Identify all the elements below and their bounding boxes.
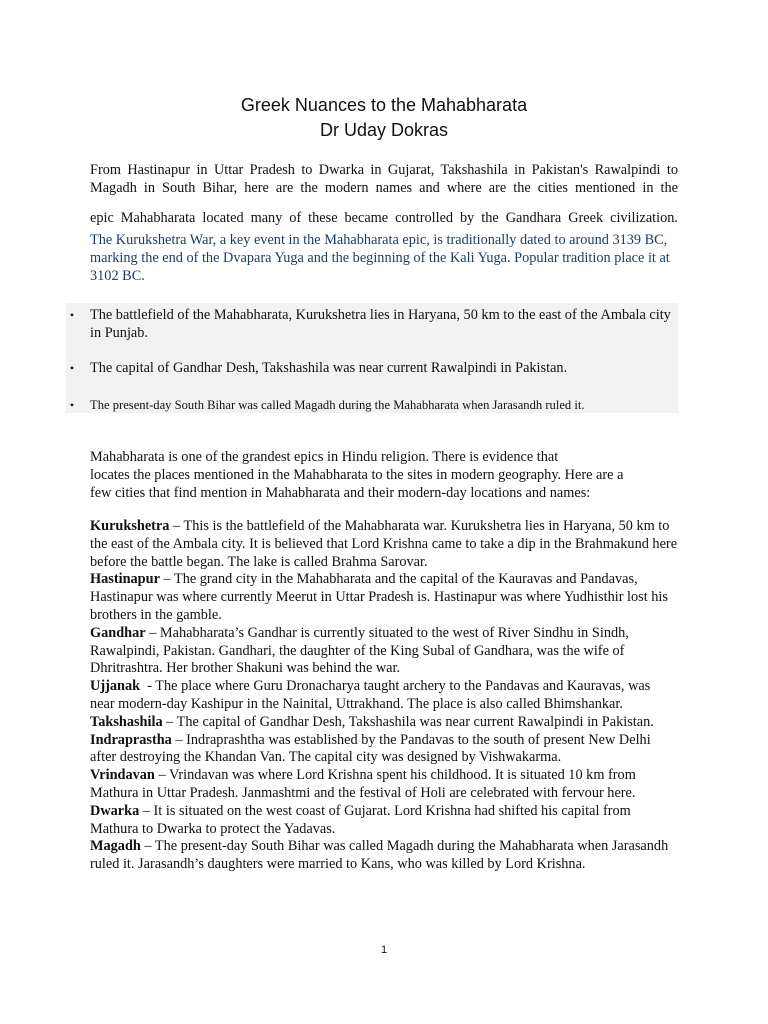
place-entry-vrindavan	[90, 767, 678, 803]
bullet-item	[69, 359, 678, 377]
place-description: Mahabharata’s Gandhar is currently situated to the west of River Sindhu in Sindh, Rawalpindi, Pakistan. Gandhari, the daughter of the King Subal of Gandhara, was the wife of Dhritrashtra. Her brother Shakuni was behind the war.	[90, 624, 629, 677]
place-name: Indraprastha	[90, 731, 172, 748]
overview-line-3: few cities that find mention in Mahabharata and their modern-day locations and names:	[90, 485, 591, 501]
bullet-icon: •	[69, 361, 75, 375]
intro-line-1: From Hastinapur in Uttar Pradesh to Dwarka in Gujarat, Takshashila in Pakistan's Rawalpindi to	[90, 162, 678, 178]
place-entry-ujjanak	[90, 678, 678, 714]
place-entry-magadh	[90, 838, 678, 874]
place-description: The capital of Gandhar Desh, Takshashila was near current Rawalpindi in Pakistan.	[176, 713, 654, 730]
place-name: Hastinapur	[90, 571, 160, 588]
intro-paragraph	[90, 161, 678, 197]
intro-line-2: Magadh in South Bihar, here are the modern names and where are the cities mentioned in the	[90, 180, 678, 196]
bullet-icon: •	[69, 398, 75, 412]
place-entry-dwarka	[90, 803, 678, 839]
places-list	[90, 518, 678, 874]
place-separator: –	[154, 767, 169, 784]
place-description: This is the battlefield of the Mahabharata war. Kurukshetra lies in Haryana, 50 km to the east of the Ambala city. It is believed that Lord Krishna came to take a dip in the Brahmakund here before the battle began. The lake is called Brahma Sarovar.	[90, 518, 678, 570]
bullet-text: The capital of Gandhar Desh, Takshashila was near current Rawalpindi in Pakistan.	[90, 360, 568, 376]
intro-line-3: epic Mahabharata located many of these became controlled by the Gandhara Greek civilization.	[90, 210, 678, 226]
place-entry-kurukshetra	[90, 518, 678, 571]
bullet-text: The present-day South Bihar was called Magadh during the Mahabharata when Jarasandh ruled it.	[90, 398, 585, 412]
place-entry-takshashila	[90, 714, 678, 732]
place-separator: –	[140, 838, 155, 855]
place-name: Gandhar	[90, 624, 146, 641]
document-title: Greek Nuances to the Mahabharata	[240, 95, 528, 115]
place-separator: –	[171, 731, 187, 748]
place-name: Kurukshetra	[90, 518, 170, 534]
place-description: Vrindavan was where Lord Krishna spent his childhood. It is situated 10 km from Mathura in Uttar Pradesh. Janmashtmi and the festival of Holi are celebrated with fervour here.	[90, 767, 636, 801]
place-entry-gandhar	[90, 625, 678, 678]
place-description: It is situated on the west coast of Gujarat. Lord Krishna had shifted his capital from Mathura to Dwarka to protect the Yadavas.	[90, 802, 631, 837]
place-name: Magadh	[90, 838, 141, 855]
place-entry-indraprastha	[90, 732, 678, 768]
bullet-icon: •	[69, 308, 75, 322]
place-name: Ujjanak	[90, 678, 141, 695]
title-block	[90, 93, 678, 143]
place-separator: –	[145, 624, 160, 641]
place-description: Indraprashtha was established by the Pandavas to the south of present New Delhi after destroying the Khandan Van. The capital city was designed by Vishwakarma.	[90, 731, 651, 766]
place-description: The grand city in the Mahabharata and the capital of the Kauravas and Pandavas, Hastinapur was where currently Meerut in Uttar Pradesh is. Hastinapur was where Yudhisthir lost his brothers in the gamble.	[90, 571, 668, 623]
page-number: 1	[380, 944, 388, 956]
highlight-bullet-list	[66, 303, 678, 413]
place-separator: –	[162, 713, 177, 730]
place-name: Vrindavan	[90, 767, 155, 784]
place-entry-hastinapur	[90, 571, 678, 624]
document-author: Dr Uday Dokras	[319, 120, 449, 140]
place-separator: –	[139, 802, 154, 819]
place-separator: -	[140, 678, 156, 695]
bullet-item	[69, 306, 678, 342]
bullet-text: The battlefield of the Mahabharata, Kurukshetra lies in Haryana, 50 km to the east of the Ambala city in Punjab.	[90, 307, 671, 341]
place-description: The place where Guru Dronacharya taught archery to the Pandavas and Kauravas, was near modern-day Kashipur in the Nainital, Uttrakhand. The place is also called Bhimshankar.	[90, 678, 651, 712]
place-separator: –	[169, 518, 184, 534]
overview-line-2: locates the places mentioned in the Mahabharata to the sites in modern geography. Here are a	[90, 467, 624, 483]
overview-line-1: Mahabharata is one of the grandest epics in Hindu religion. There is evidence that	[90, 449, 559, 465]
place-name: Dwarka	[90, 802, 140, 819]
war-date-note: The Kurukshetra War, a key event in the Mahabharata epic, is traditionally dated to around 3139 BC, marking the end of the Dvapara Yuga and the beginning of the Kali Yuga. Popular tradition place it at 3102 BC.	[90, 232, 670, 284]
overview-paragraph	[90, 448, 678, 502]
bullet-item	[69, 396, 678, 414]
place-name: Takshashila	[90, 713, 163, 730]
place-description: The present-day South Bihar was called Magadh during the Mahabharata when Jarasandh ruled it. Jarasandh’s daughters were married to Kans, who was killed by Lord Krishna.	[90, 838, 669, 873]
place-separator: –	[159, 571, 174, 588]
